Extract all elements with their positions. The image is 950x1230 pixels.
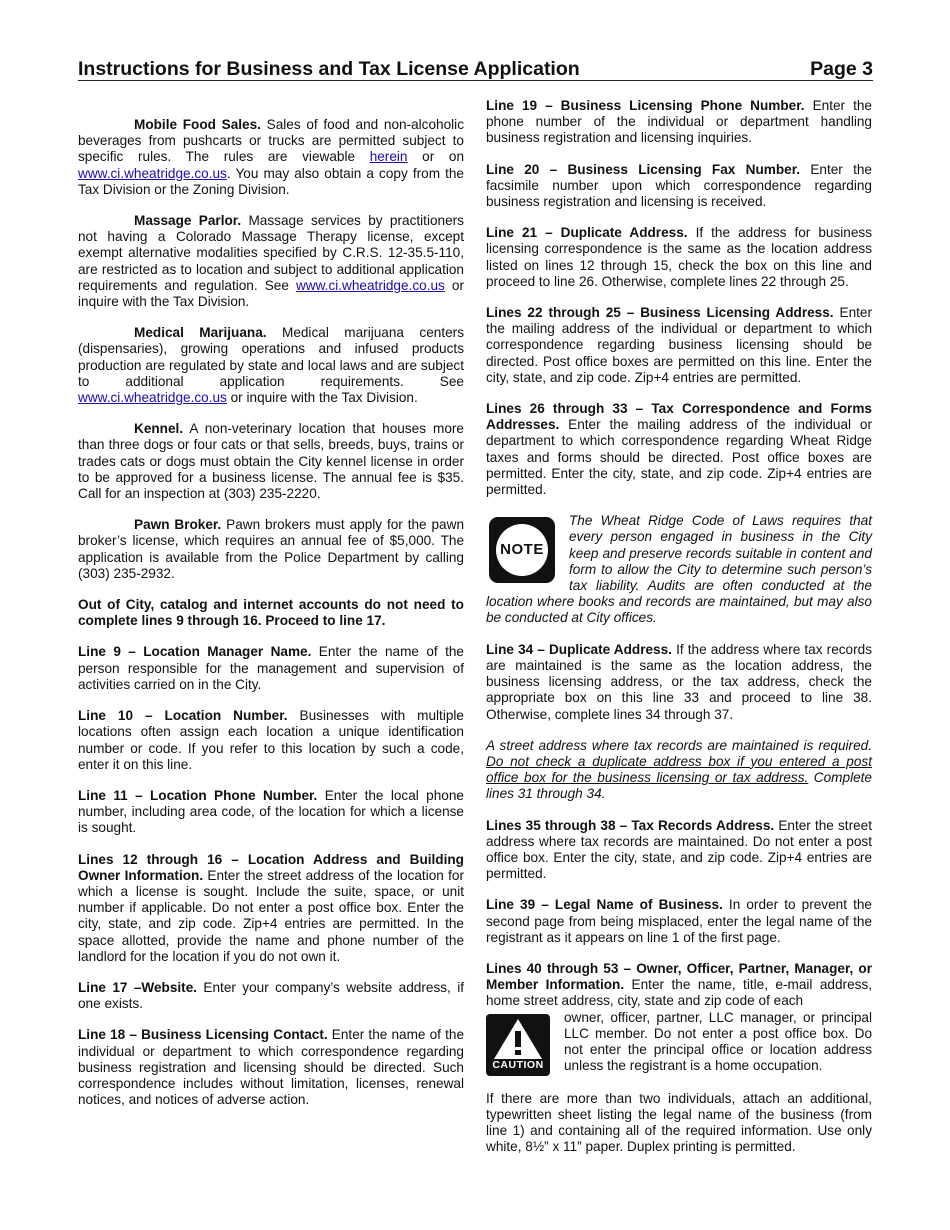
herein-link[interactable]: herein (369, 149, 408, 165)
line-17-paragraph: Line 17 –Website. Enter your company’s website address, if one exists. (78, 979, 464, 1012)
line-20-paragraph: Line 20 – Business Licensing Fax Number. Enter the facsimile number upon which correspondence regarding business registration and licensing is received. (486, 161, 872, 210)
line-39-paragraph: Line 39 – Legal Name of Business. In order to prevent the second page from being misplaced, enter the legal name of the registrant as it appears on line 1 of the first page. (486, 897, 872, 945)
caution-icon (486, 1014, 550, 1076)
mobile-food-sales-paragraph: Mobile Food Sales. Sales of food and non-alcoholic beverages from pushcarts or trucks are permitted subject to specific rules. The rules are viewable herein or on www.ci.wheatridge.co.us. You may also obtain a copy from the Tax Division or the Zoning Division. (78, 117, 464, 197)
line-19-paragraph: Line 19 – Business Licensing Phone Number. Enter the phone number of the individual or department handling business registration and licensing inquiries. (486, 98, 872, 146)
medical-marijuana-heading: Medical Marijuana. (134, 325, 267, 341)
note-text: The Wheat Ridge Code of Laws requires that every person engaged in business in the City keep and preserve records suitable in content and form to allow the City to determine such person’s tax liability. Audits are often conducted at the location where books and records are maintained, but may also be conducted at City offices. (486, 513, 872, 626)
left-column (78, 98, 464, 1123)
kennel-heading: Kennel. (134, 421, 184, 437)
right-column (486, 98, 872, 1170)
line-10-paragraph: Line 10 – Location Number. Businesses with multiple locations often assign each location a unique identification number or code. If you refer to this location by such a code, enter it on this line. (78, 708, 464, 772)
massage-parlor-paragraph: Massage Parlor. Massage services by practitioners not having a Colorado Massage Therapy license, except exempt alternative modalities specified by C.R.S. 12-35.5-110, are restricted as to location and subject to additional application requirements and regulation. See www.ci.wheatridge.co.us or inquire with the Tax Division. (78, 213, 464, 310)
lines-12-16-paragraph: Lines 12 through 16 – Location Address and Building Owner Information. Enter the street address of the location for which a license is sought. Include the suite, space, or unit number if applicable. Do not enter a post office box. Enter the city, state, and zip code. Zip+4 entries are permitted. In the space allotted, provide the name and phone number of the landlord for the location if you do not own it. (78, 851, 464, 964)
document-title: Instructions for Business and Tax License Application (78, 58, 580, 80)
lines-35-38-paragraph: Lines 35 through 38 – Tax Records Address. Enter the street address where tax records are maintained. Do not enter a post office box. Enter the city, state, and zip code. Zip+4 entries are permitted. (486, 817, 873, 882)
line-34-paragraph: Line 34 – Duplicate Address. If the address where tax records are maintained is the same as the location address, the business licensing address, or the tax address, check the appropriate box on this line 33 and proceed to line 38. Otherwise, complete lines 34 through 37. (486, 641, 872, 722)
pawn-broker-heading: Pawn Broker. (134, 517, 222, 533)
medical-marijuana-paragraph: Medical Marijuana. Medical marijuana centers (dispensaries), growing operations and infused products production are regulated by state and local laws and are subject to additional application requirements. See www.ci.wheatridge.co.us or inquire with the Tax Division. (78, 325, 464, 406)
line-9-paragraph: Line 9 – Location Manager Name. Enter the name of the person responsible for the management and supervision of activities carried on in the City. (78, 644, 464, 692)
caution-label: CAUTION (492, 1059, 544, 1072)
owner-info-continued: owner, officer, partner, LLC manager, or principal LLC member. Do not enter a post office box. Do not enter the principal office or location address unless the registrant is a home occupation. (564, 1009, 872, 1074)
page-header (78, 56, 873, 81)
lines-22-25-paragraph: Lines 22 through 25 – Business Licensing Address. Enter the mailing address of the individual or department to which correspondence regarding business licensing should be directed. Post office boxes are permitted on this line. Enter the city, state, and zip code. Zip+4 entries are permitted. (486, 305, 872, 385)
note-icon: NOTE (489, 517, 555, 583)
mobile-food-sales-heading: Mobile Food Sales. (134, 117, 261, 132)
note-callout (486, 513, 872, 626)
pawn-broker-paragraph: Pawn Broker. Pawn brokers must apply for the pawn broker’s license, which requires an annual fee of $5,000. The application is available from the Police Department by calling (303) 235-2932. (78, 517, 464, 581)
line-18-paragraph: Line 18 – Business Licensing Contact. Enter the name of the individual or department to which correspondence regarding business registration and licensing should be directed. Such correspondence includes without limitation, licenses, renewal notices, and notices of adverse action. (78, 1027, 465, 1108)
massage-parlor-heading: Massage Parlor. (134, 213, 242, 229)
out-of-city-note: Out of City, catalog and internet accounts do not need to complete lines 9 through 16. Proceed to line 17. (78, 597, 464, 629)
wheatridge-website-link[interactable]: www.ci.wheatridge.co.us (78, 390, 227, 406)
caution-block (486, 1010, 872, 1076)
line-21-paragraph: Line 21 – Duplicate Address. If the address for business licensing correspondence is the same as the location address listed on lines 12 through 15, check the box on this line and proceed to line 26. Otherwise, complete lines 22 through 25. (486, 225, 872, 289)
kennel-paragraph: Kennel. A non-veterinary location that houses more than three dogs or four cats or that sells, breeds, buys, trains or trades cats or dogs must obtain the City kennel license in order to be approved for a business license. The annual fee is $35. Call for an inspection at (303) 235-2220. (78, 421, 464, 502)
street-address-note: A street address where tax records are maintained is required. Do not check a duplicate address box if you entered a post office box for the business licensing or tax address. Complete lines 31 through 34. (486, 737, 872, 802)
additional-individuals-paragraph: If there are more than two individuals, attach an additional, typewritten sheet listing the legal name of the business (from line 1) and containing all of the required information. Use only white, 8½” x 11” paper. Duplex printing is permitted. (486, 1090, 872, 1155)
page-number: Page 3 (810, 58, 873, 80)
lines-26-33-paragraph: Lines 26 through 33 – Tax Correspondence and Forms Addresses. Enter the mailing address of the individual or department to which correspondence regarding Wheat Ridge taxes and forms should be directed. Post office boxes are permitted. Enter the city, state, and zip code. Zip+4 entries are permitted. (486, 401, 872, 498)
warning-triangle-icon (492, 1017, 544, 1061)
line-11-paragraph: Line 11 – Location Phone Number. Enter the local phone number, including area code, of the location for which a license is sought. (78, 787, 464, 836)
lines-40-53-paragraph: Lines 40 through 53 – Owner, Officer, Partner, Manager, or Member Information. Enter the name, title, e-mail address, home street address, city, state and zip code of each (486, 960, 872, 1009)
wheatridge-website-link[interactable]: www.ci.wheatridge.co.us (78, 165, 227, 181)
wheatridge-website-link[interactable]: www.ci.wheatridge.co.us (295, 277, 445, 293)
